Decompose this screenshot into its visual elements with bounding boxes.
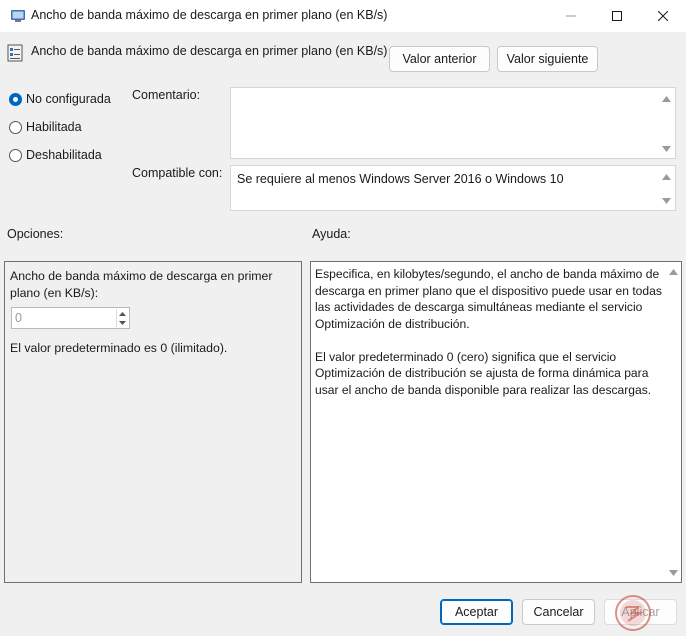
supported-on-box (230, 165, 676, 211)
help-paragraph-1: Especifica, en kilobytes/segundo, el ancho de banda máximo de descarga en primer plano que el dispositivo puede usar en todas las actividades de descarga simultáneas mediante el servicio Optimización de distribución. (315, 267, 662, 331)
supported-text: Se requiere al menos Windows Server 2016 o Windows 10 (237, 172, 564, 186)
scroll-up-icon[interactable] (661, 173, 671, 181)
scroll-down-icon[interactable] (661, 145, 671, 153)
options-heading: Opciones: (7, 227, 64, 241)
radio-label: Deshabilitada (26, 148, 102, 162)
comment-label: Comentario: (132, 88, 201, 102)
accept-button[interactable]: Aceptar (440, 599, 513, 625)
scroll-up-icon[interactable] (661, 95, 671, 103)
default-value-note: El valor predeterminado es 0 (ilimitado). (10, 341, 228, 355)
scroll-down-icon[interactable] (661, 197, 671, 205)
app-icon (10, 8, 26, 24)
spinbox-value[interactable]: 0 (15, 311, 22, 325)
options-panel (4, 261, 302, 583)
radio-unchecked-icon[interactable] (9, 121, 22, 134)
comment-textarea[interactable] (230, 87, 676, 159)
radio-unchecked-icon[interactable] (9, 149, 22, 162)
previous-setting-button[interactable]: Valor anterior (389, 46, 490, 72)
spin-down-icon[interactable] (116, 318, 128, 327)
help-heading: Ayuda: (312, 227, 351, 241)
next-setting-button[interactable]: Valor siguiente (497, 46, 598, 72)
supported-label: Compatible con: (132, 166, 223, 180)
watermark-logo (598, 593, 686, 636)
radio-checked-icon[interactable] (9, 93, 22, 106)
scroll-down-icon[interactable] (668, 569, 678, 577)
help-paragraph-2: El valor predeterminado 0 (cero) significa que el servicio Optimización de distribución se ajusta de forma dinámica para usar el ancho de banda disponible para realizar las descargas. (315, 349, 652, 397)
radio-label: Habilitada (26, 120, 82, 134)
help-panel (310, 261, 682, 583)
minimize-icon[interactable] (548, 0, 594, 32)
bandwidth-field-label: Ancho de banda máximo de descarga en primer plano (en KB/s): (10, 269, 273, 300)
radio-enabled[interactable] (9, 120, 82, 134)
radio-disabled[interactable] (9, 148, 102, 162)
policy-icon (7, 44, 23, 62)
cancel-button[interactable]: Cancelar (522, 599, 595, 625)
spin-up-icon[interactable] (116, 309, 128, 318)
window-title: Ancho de banda máximo de descarga en primer plano (en KB/s) (31, 8, 388, 22)
maximize-icon[interactable] (594, 0, 640, 32)
help-text (315, 266, 663, 398)
policy-name: Ancho de banda máximo de descarga en primer plano (en KB/s) (31, 44, 388, 58)
radio-not-configured[interactable] (9, 92, 111, 106)
close-icon[interactable] (640, 0, 686, 32)
radio-label: No configurada (26, 92, 111, 106)
scroll-up-icon[interactable] (668, 268, 678, 276)
bandwidth-spinbox[interactable] (11, 307, 130, 329)
apply-button[interactable]: Aplicar (604, 599, 677, 625)
